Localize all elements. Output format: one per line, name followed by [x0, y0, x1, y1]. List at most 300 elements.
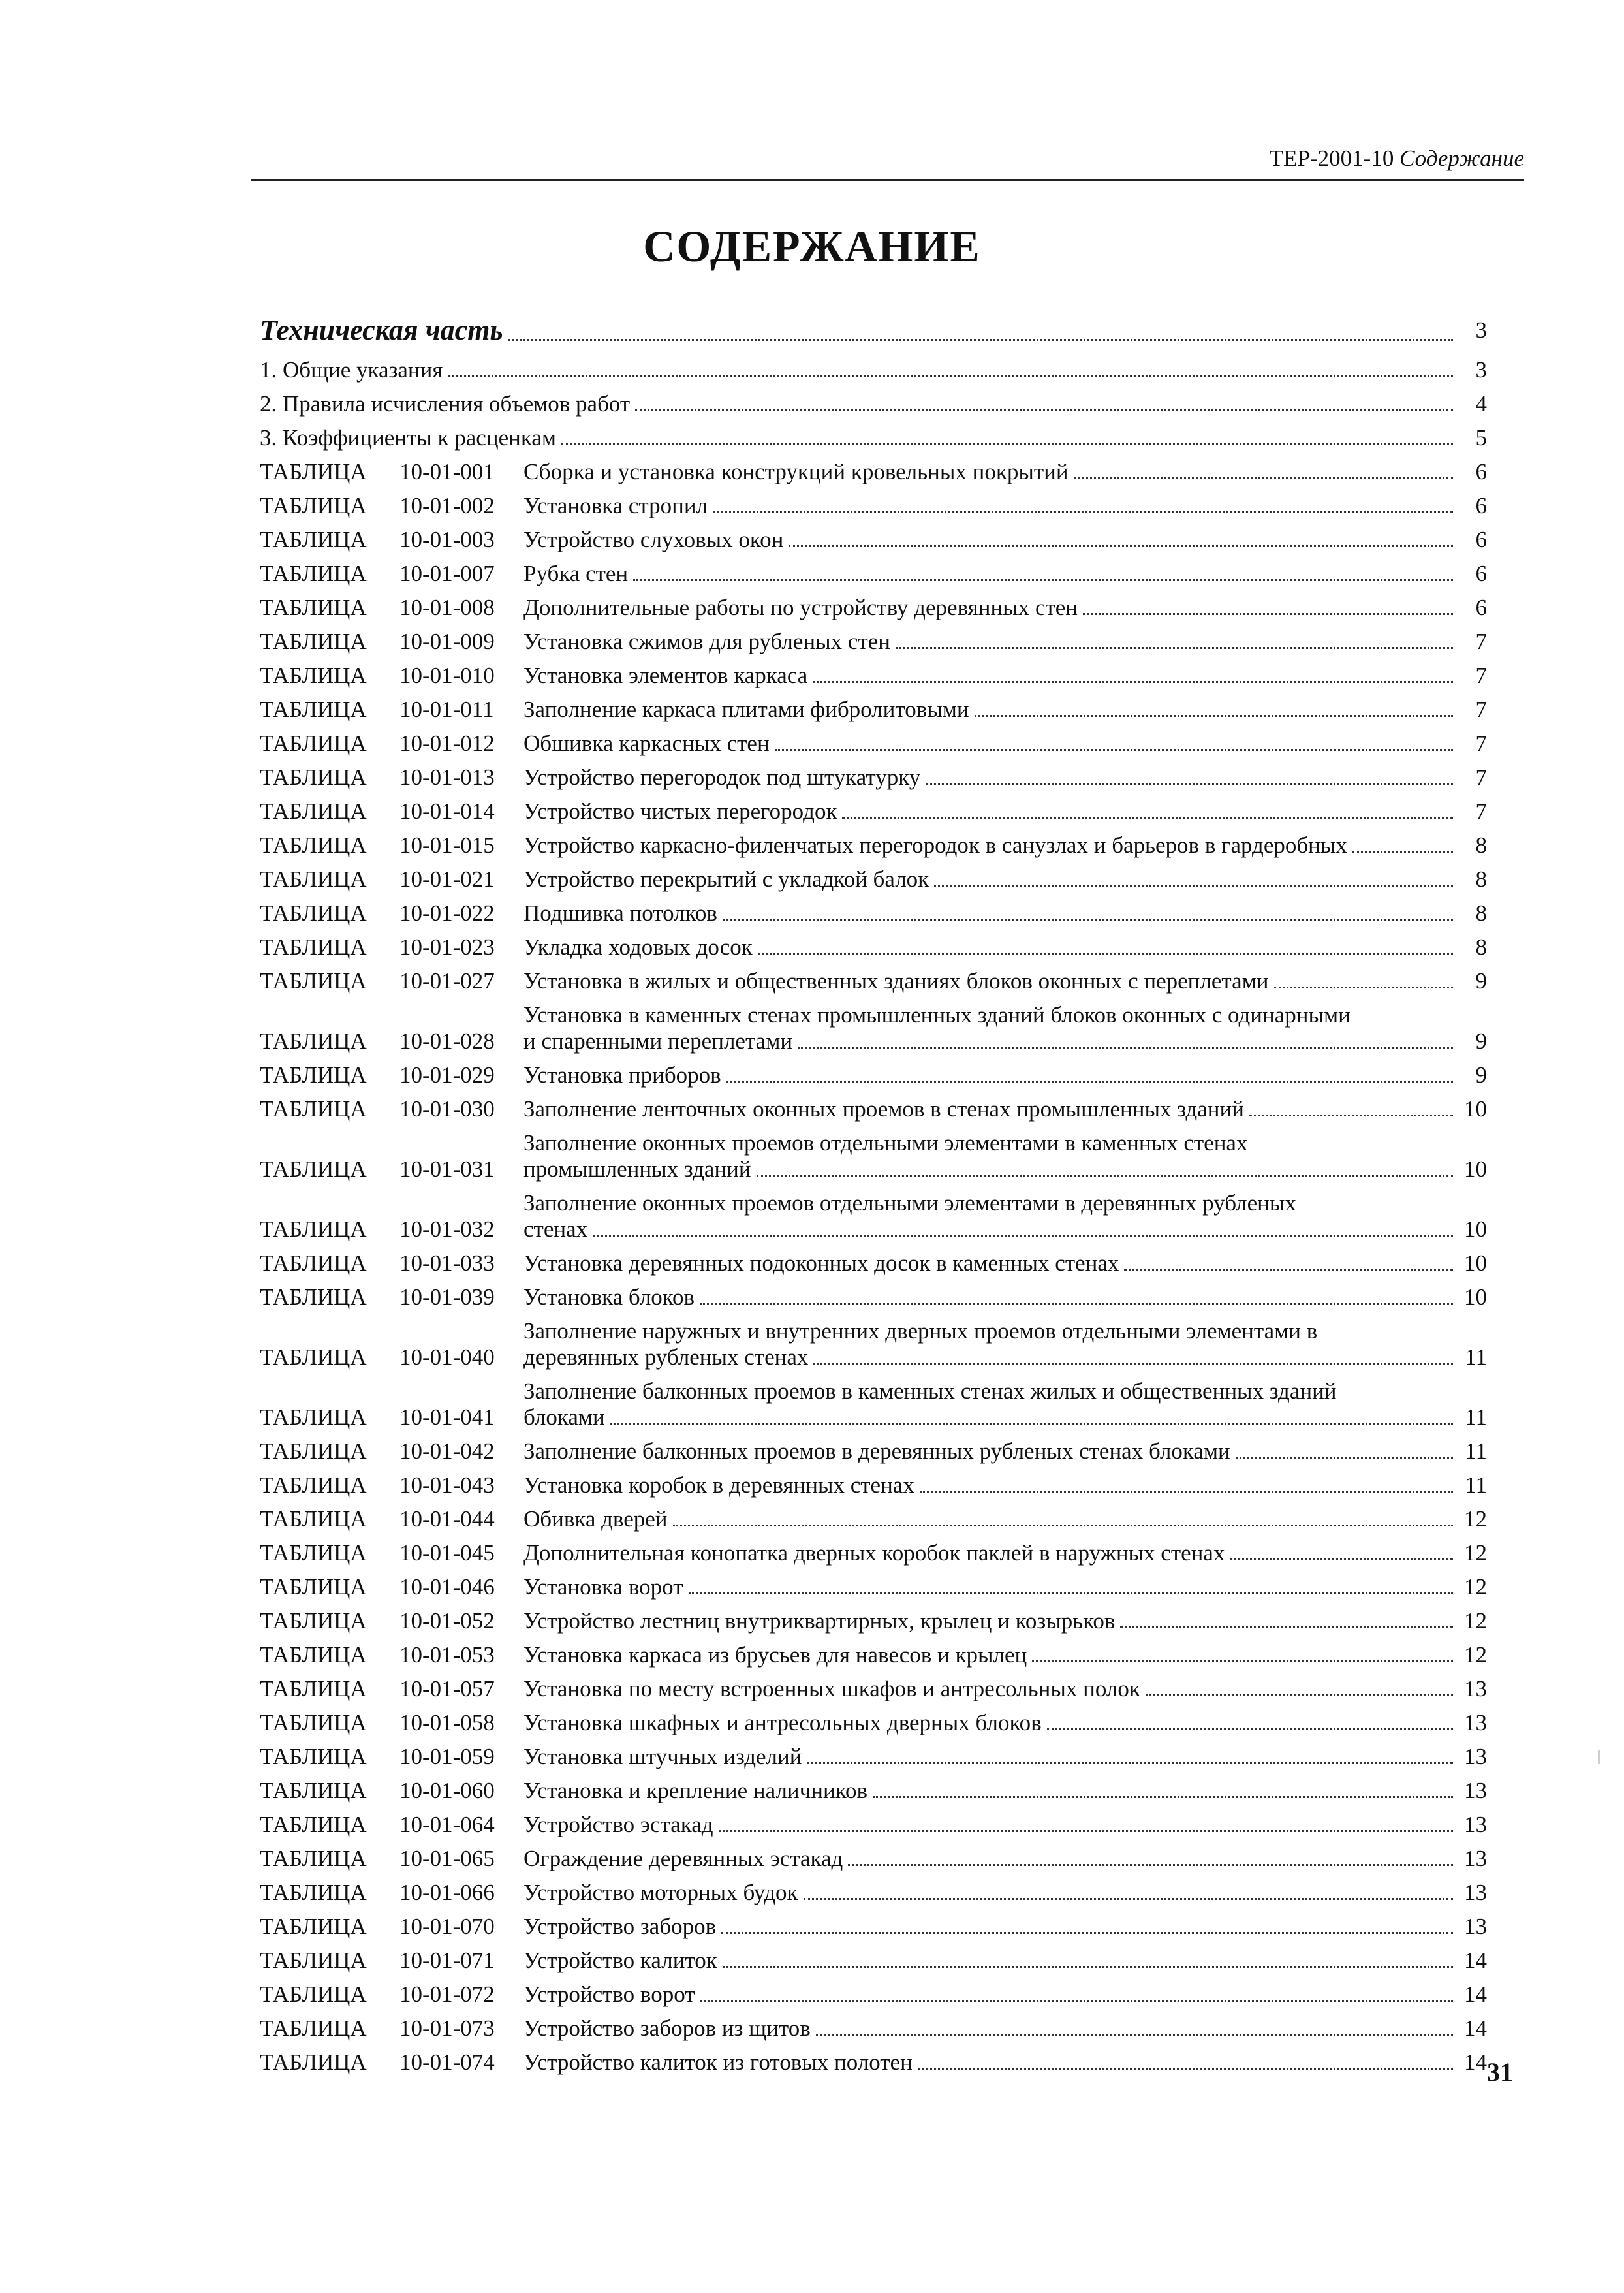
toc-entry-table[interactable]	[260, 1706, 1487, 1740]
toc-entry-table[interactable]	[260, 1672, 1487, 1706]
toc-entry-desc	[523, 1130, 1487, 1182]
toc-entry-line	[523, 1028, 1487, 1054]
toc-entry-table[interactable]	[260, 1126, 1487, 1186]
table-code: 10-01-065	[399, 1846, 495, 1871]
toc-entry-desc	[523, 561, 1487, 587]
toc-entry-line	[523, 561, 1487, 587]
toc-entry-label: Установка в жилых и общественных зданиях блоков оконных с переплетами	[523, 968, 1269, 994]
dot-leader	[926, 783, 1453, 785]
toc-entry-table[interactable]	[260, 625, 1487, 659]
toc-entry-table[interactable]	[260, 1186, 1487, 1246]
toc-entry-desc	[523, 1002, 1487, 1054]
dot-leader	[1032, 1660, 1453, 1662]
table-word: ТАБЛИЦА	[260, 934, 367, 960]
toc-entry-page: 11	[1465, 1404, 1487, 1430]
dot-leader	[610, 1423, 1453, 1425]
table-code: 10-01-032	[399, 1216, 495, 1242]
toc-entry-label: Сборка и установка конструкций кровельных покрытий	[523, 459, 1069, 484]
table-word: ТАБЛИЦА	[260, 1710, 367, 1735]
dot-leader	[775, 749, 1453, 751]
toc-entry-label: Дополнительная конопатка дверных коробок паклей в наружных стенах	[523, 1540, 1225, 1566]
dot-leader	[1249, 1115, 1453, 1116]
toc-entry-line	[260, 425, 1487, 451]
toc-entry-line	[523, 968, 1487, 994]
toc-entry-table[interactable]	[260, 2046, 1487, 2080]
table-word: ТАБЛИЦА	[260, 1344, 367, 1370]
toc-entry-line	[523, 459, 1487, 485]
dot-leader	[723, 1966, 1453, 1968]
toc-entry-label: Устройство моторных будок	[523, 1880, 798, 1905]
toc-entry-line	[523, 1438, 1487, 1464]
toc-entry-desc	[260, 391, 1487, 417]
toc-entry-table[interactable]	[260, 1842, 1487, 1876]
toc-entry-label: Установка элементов каркаса	[523, 663, 808, 688]
table-code: 10-01-030	[399, 1096, 495, 1122]
toc-entry-desc	[523, 968, 1487, 994]
toc-entry-line	[523, 2016, 1487, 2042]
toc-entry-page: 12	[1464, 1608, 1487, 1634]
toc-entry-label: Устройство слуховых окон	[523, 527, 784, 552]
toc-entry-label: Установка каркаса из брусьев для навесов и крылец	[523, 1642, 1027, 1668]
toc-entry-desc	[523, 1778, 1487, 1804]
toc-entry-table[interactable]	[260, 591, 1487, 625]
toc-entry-desc	[523, 1574, 1487, 1600]
toc-entry-table[interactable]	[260, 896, 1487, 930]
toc-entry-page: 14	[1464, 1948, 1487, 1973]
toc-entry-page: 13	[1464, 1744, 1487, 1769]
table-word: ТАБЛИЦА	[260, 1404, 367, 1430]
toc-entry-table[interactable]	[260, 1468, 1487, 1502]
table-word: ТАБЛИЦА	[260, 866, 367, 892]
table-word: ТАБЛИЦА	[260, 493, 367, 518]
toc-entry-line	[260, 357, 1487, 383]
toc-entry-line	[523, 1378, 1487, 1404]
toc-entry-label: Обивка дверей	[523, 1506, 668, 1532]
table-code: 10-01-073	[399, 2016, 495, 2041]
dot-leader	[1274, 987, 1453, 988]
table-code: 10-01-052	[399, 1608, 495, 1634]
table-word: ТАБЛИЦА	[260, 595, 367, 620]
toc-entry-label: Устройство заборов из щитов	[523, 2016, 811, 2041]
dot-leader	[920, 1491, 1453, 1493]
toc-entry-label: Установка ворот	[523, 1574, 683, 1600]
toc-entry-desc	[523, 1642, 1487, 1668]
table-code: 10-01-074	[399, 2049, 495, 2075]
dot-leader	[1120, 1626, 1453, 1628]
table-code: 10-01-011	[399, 697, 494, 722]
table-code: 10-01-071	[399, 1948, 495, 1973]
table-code: 10-01-039	[399, 1284, 495, 1310]
toc-entry-desc	[523, 1846, 1487, 1872]
table-code: 10-01-007	[399, 561, 495, 586]
page-title: СОДЕРЖАНИЕ	[643, 221, 981, 271]
table-code: 10-01-015	[399, 832, 495, 858]
toc-entry-line	[523, 1710, 1487, 1736]
toc-entry-line	[523, 1812, 1487, 1838]
table-word: ТАБЛИЦА	[260, 1062, 367, 1088]
toc-entry-table[interactable]	[260, 1944, 1487, 1978]
table-code: 10-01-009	[399, 629, 495, 654]
toc-entry-line	[523, 1130, 1487, 1156]
toc-entry-page: 11	[1465, 1344, 1487, 1370]
dot-leader	[848, 1864, 1453, 1866]
toc-entry-label: Установка стропил	[523, 493, 708, 518]
table-code: 10-01-001	[399, 459, 495, 484]
dot-leader	[723, 919, 1453, 921]
dot-leader	[1230, 1558, 1453, 1560]
toc-entry-page: 5	[1475, 425, 1487, 451]
toc-entry-page: 10	[1464, 1216, 1487, 1242]
table-code: 10-01-060	[399, 1778, 495, 1803]
toc-entry-table[interactable]	[260, 829, 1487, 862]
toc-entry-line	[523, 765, 1487, 791]
toc-entry-desc	[523, 832, 1487, 859]
toc-entry-desc	[523, 866, 1487, 893]
toc-entry-table[interactable]	[260, 693, 1487, 727]
table-word: ТАБЛИЦА	[260, 1914, 367, 1939]
toc-entry-label: Заполнение наружных и внутренних дверных проемов отдельными элементами в	[523, 1318, 1318, 1344]
toc-entry-table[interactable]	[260, 557, 1487, 591]
toc-entry-label: Устройство ворот	[523, 1982, 695, 2007]
toc-entry-table[interactable]	[260, 1502, 1487, 1536]
dot-leader	[934, 885, 1453, 887]
table-word: ТАБЛИЦА	[260, 1506, 367, 1532]
toc-entry-desc	[523, 1284, 1487, 1310]
toc-entry-page: 10	[1464, 1284, 1487, 1310]
toc-entry-page: 8	[1475, 900, 1487, 926]
toc-entry-table[interactable]	[260, 1978, 1487, 2012]
toc-entry-line	[523, 663, 1487, 689]
toc-entry-label: Установка и крепление наличников	[523, 1778, 867, 1803]
dot-leader	[721, 1932, 1453, 1934]
toc-entry-label: Устройство эстакад	[523, 1812, 713, 1837]
toc-entry-line	[523, 1948, 1487, 1974]
toc-entry-table[interactable]	[260, 1058, 1487, 1092]
toc-entry-table[interactable]	[260, 1280, 1487, 1314]
toc-entry-page: 13	[1464, 1676, 1487, 1701]
table-code: 10-01-064	[399, 1812, 495, 1837]
table-word: ТАБЛИЦА	[260, 527, 367, 552]
toc-entry-page: 8	[1475, 866, 1487, 892]
toc-entry-label: Установка шкафных и антресольных дверных блоков	[523, 1710, 1042, 1735]
table-word: ТАБЛИЦА	[260, 799, 367, 824]
toc-entry-table[interactable]	[260, 761, 1487, 795]
toc-entry-table[interactable]	[260, 862, 1487, 896]
table-word: ТАБЛИЦА	[260, 1880, 367, 1905]
toc-entry-page: 10	[1464, 1096, 1487, 1122]
toc-entry-page: 13	[1464, 1880, 1487, 1905]
table-code: 10-01-028	[399, 1028, 495, 1054]
toc-entry-label: Установка в каменных стенах промышленных зданий блоков оконных с одинарными	[523, 1002, 1351, 1028]
toc-entry-table[interactable]	[260, 1536, 1487, 1570]
toc-entry-label: блоками	[523, 1404, 605, 1430]
toc-entry-table[interactable]	[260, 964, 1487, 998]
toc-entry-label: 2. Правила исчисления объемов работ	[260, 391, 631, 417]
dot-leader	[561, 443, 1453, 445]
toc-entry-table[interactable]	[260, 659, 1487, 693]
toc-entry-desc	[523, 1062, 1487, 1088]
toc-entry-desc	[523, 2049, 1487, 2076]
toc-entry-line	[523, 1002, 1487, 1028]
toc-entry-table[interactable]	[260, 2012, 1487, 2046]
toc-entry-page: 11	[1465, 1438, 1487, 1464]
toc-entry-line	[523, 595, 1487, 621]
toc-entry-label: 3. Коэффициенты к расценкам	[260, 425, 556, 451]
table-word: ТАБЛИЦА	[260, 2016, 367, 2041]
dot-leader	[700, 2000, 1453, 2002]
table-code: 10-01-029	[399, 1062, 495, 1088]
table-code: 10-01-070	[399, 1914, 495, 1939]
dot-leader	[918, 2068, 1453, 2070]
toc-entry-label: Установка коробок в деревянных стенах	[523, 1472, 914, 1498]
toc-entry-table[interactable]	[260, 1314, 1487, 1374]
toc-entry-table[interactable]	[260, 523, 1487, 557]
toc-entry-page: 7	[1475, 765, 1487, 790]
toc-entry-line	[523, 1914, 1487, 1940]
toc-entry-table[interactable]	[260, 1774, 1487, 1808]
toc-entry-desc	[523, 900, 1487, 926]
toc-entry-line	[523, 1744, 1487, 1770]
toc-entry-label: Подшивка потолков	[523, 900, 717, 926]
dot-leader	[673, 1525, 1453, 1526]
dot-leader	[798, 1047, 1453, 1049]
toc-entry-desc	[260, 425, 1487, 451]
toc-entry-page: 13	[1464, 1914, 1487, 1939]
toc-entry-table[interactable]	[260, 1374, 1487, 1434]
toc-entry-desc	[523, 459, 1487, 485]
table-word: ТАБЛИЦА	[260, 2049, 367, 2075]
toc-entry-table[interactable]	[260, 1570, 1487, 1604]
table-word: ТАБЛИЦА	[260, 765, 367, 790]
toc-entry-label: Заполнение балконных проемов в деревянных рубленых стенах блоками	[523, 1438, 1230, 1464]
toc-entry-label: деревянных рубленых стенах	[523, 1344, 809, 1370]
toc-entry-line	[523, 493, 1487, 519]
table-code: 10-01-040	[399, 1344, 495, 1370]
toc-entry-line	[523, 697, 1487, 723]
header-code: ТЕР-2001-10	[1269, 146, 1394, 171]
toc-entry-table[interactable]	[260, 1740, 1487, 1774]
table-word: ТАБЛИЦА	[260, 663, 367, 688]
toc-entry-table[interactable]	[260, 795, 1487, 829]
toc-entry-desc	[523, 663, 1487, 689]
toc-entry-page: 9	[1475, 1062, 1487, 1088]
table-code: 10-01-066	[399, 1880, 495, 1905]
toc-entry-table[interactable]	[260, 998, 1487, 1058]
toc-entry-table[interactable]	[260, 489, 1487, 523]
toc-entry-label: Техническая часть	[260, 314, 503, 346]
toc-entry-page: 14	[1464, 1982, 1487, 2007]
toc-entry-page: 13	[1464, 1846, 1487, 1871]
toc-entry-desc	[523, 1190, 1487, 1242]
toc-entry-intro[interactable]	[260, 421, 1487, 455]
table-code: 10-01-033	[399, 1250, 495, 1276]
toc-entry-label: промышленных зданий	[523, 1156, 751, 1182]
toc-entry-label: Устройство каркасно-филенчатых перегородок в санузлах и барьеров в гардеробных	[523, 832, 1347, 858]
dot-leader	[593, 1235, 1453, 1237]
toc-entry-label: Заполнение оконных проемов отдельными элементами в деревянных рубленых	[523, 1190, 1296, 1216]
toc-entry-intro[interactable]	[260, 353, 1487, 387]
toc-entry-table[interactable]	[260, 727, 1487, 761]
toc-entry-label: Заполнение оконных проемов отдельными элементами в каменных стенах	[523, 1130, 1248, 1156]
toc-entry-desc	[523, 493, 1487, 519]
toc-entry-line	[523, 799, 1487, 825]
table-word: ТАБЛИЦА	[260, 1574, 367, 1600]
toc-entry-line	[523, 1880, 1487, 1906]
toc-entry-page: 7	[1475, 629, 1487, 654]
toc-entry-desc	[523, 1506, 1487, 1532]
toc-entry-page: 12	[1464, 1642, 1487, 1668]
toc-entry-table[interactable]	[260, 1876, 1487, 1910]
dot-leader	[757, 1175, 1453, 1177]
toc-entry-label: Устройство калиток из готовых полотен	[523, 2049, 913, 2075]
dot-leader	[896, 647, 1453, 649]
dot-leader	[1236, 1457, 1453, 1459]
toc-entry-table[interactable]	[260, 455, 1487, 489]
toc-entry-label: Устройство калиток	[523, 1948, 717, 1973]
toc-entry-line	[523, 1642, 1487, 1668]
dot-leader	[448, 375, 1453, 377]
table-word: ТАБЛИЦА	[260, 561, 367, 586]
toc-entry-page: 7	[1475, 799, 1487, 824]
table-code: 10-01-058	[399, 1710, 495, 1735]
table-word: ТАБЛИЦА	[260, 697, 367, 722]
table-word: ТАБЛИЦА	[260, 1250, 367, 1276]
toc-entry-line	[523, 1574, 1487, 1600]
toc-entry-desc	[523, 799, 1487, 825]
dot-leader	[1047, 1728, 1453, 1730]
table-code: 10-01-022	[399, 900, 495, 926]
toc-entry-page: 11	[1465, 1472, 1487, 1498]
table-code: 10-01-002	[399, 493, 495, 518]
dot-leader	[1124, 1269, 1453, 1271]
toc-entry-desc	[523, 1250, 1487, 1276]
toc-entry-label: Установка блоков	[523, 1284, 695, 1310]
toc-entry-page: 6	[1475, 493, 1487, 518]
toc-entry-page: 12	[1464, 1574, 1487, 1600]
toc-entry-label: стенах	[523, 1216, 588, 1242]
toc-entry-page: 12	[1464, 1540, 1487, 1566]
toc-entry-label: Устройство лестниц внутриквартирных, крылец и козырьков	[523, 1608, 1116, 1634]
toc-entry-tech-part[interactable]	[260, 310, 1487, 353]
table-word: ТАБЛИЦА	[260, 1540, 367, 1566]
toc-entry-line	[523, 1676, 1487, 1702]
table-word: ТАБЛИЦА	[260, 1028, 367, 1054]
toc-entry-line	[523, 1284, 1487, 1310]
toc-entry-desc	[523, 1880, 1487, 1906]
toc-entry-table[interactable]	[260, 930, 1487, 964]
toc-entry-line	[260, 391, 1487, 417]
toc-entry-label: Установка по месту встроенных шкафов и антресольных полок	[523, 1676, 1140, 1701]
dot-leader	[633, 579, 1453, 581]
toc-entry-page: 10	[1464, 1156, 1487, 1182]
table-word: ТАБЛИЦА	[260, 1846, 367, 1871]
toc-entry-table[interactable]	[260, 1910, 1487, 1944]
toc-entry-desc	[523, 765, 1487, 791]
toc-entry-table[interactable]	[260, 1434, 1487, 1468]
toc-entry-line	[523, 1062, 1487, 1088]
toc-entry-page: 14	[1464, 2016, 1487, 2041]
toc-entry-line	[523, 1778, 1487, 1804]
toc-entry-label: Установка приборов	[523, 1062, 721, 1088]
toc-entry-desc	[523, 1676, 1487, 1702]
header-section: Содержание	[1399, 146, 1524, 171]
toc-entry-line	[523, 1156, 1487, 1182]
dot-leader	[758, 953, 1453, 955]
toc-entry-label: Устройство перегородок под штукатурку	[523, 765, 921, 790]
toc-entry-label: Заполнение балконных проемов в каменных стенах жилых и общественных зданий	[523, 1378, 1337, 1404]
dot-leader	[975, 715, 1453, 717]
toc-entry-desc	[523, 1982, 1487, 2008]
toc-entry-line	[523, 900, 1487, 926]
toc-entry-label: Обшивка каркасных стен	[523, 731, 770, 756]
toc-entry-label: Дополнительные работы по устройству деревянных стен	[523, 595, 1078, 620]
dot-leader	[816, 2034, 1453, 2036]
table-code: 10-01-044	[399, 1506, 495, 1532]
toc-entry-line	[523, 2049, 1487, 2076]
toc-entry-page: 12	[1464, 1506, 1487, 1532]
toc-entry-line	[523, 1982, 1487, 2008]
toc-entry-page: 6	[1475, 595, 1487, 620]
toc-entry-desc	[523, 595, 1487, 621]
table-code: 10-01-031	[399, 1156, 495, 1182]
toc-entry-page: 9	[1475, 1028, 1487, 1054]
scan-mark	[1598, 1750, 1600, 1764]
table-code: 10-01-072	[399, 1982, 495, 2007]
toc-entry-page: 13	[1464, 1812, 1487, 1837]
table-code: 10-01-010	[399, 663, 495, 688]
dot-leader	[804, 1898, 1453, 1900]
toc-entry-desc	[523, 527, 1487, 553]
toc-entry-table[interactable]	[260, 1604, 1487, 1638]
toc-entry-line	[523, 866, 1487, 893]
page-number: 31	[1487, 2057, 1513, 2087]
table-word: ТАБЛИЦА	[260, 1812, 367, 1837]
toc-entry-label: Заполнение ленточных оконных проемов в стенах промышленных зданий	[523, 1096, 1244, 1122]
toc-entry-line	[523, 1344, 1487, 1370]
toc-entry-table[interactable]	[260, 1808, 1487, 1842]
dot-leader	[873, 1796, 1453, 1798]
toc-entry-table[interactable]	[260, 1638, 1487, 1672]
toc-entry-line	[523, 629, 1487, 655]
table-word: ТАБЛИЦА	[260, 459, 367, 484]
table-of-contents	[260, 310, 1487, 2080]
table-code: 10-01-012	[399, 731, 495, 756]
toc-entry-table[interactable]	[260, 1092, 1487, 1126]
toc-entry-label: Устройство перекрытий с укладкой балок	[523, 866, 929, 892]
toc-entry-table[interactable]	[260, 1246, 1487, 1280]
table-word: ТАБЛИЦА	[260, 1642, 367, 1668]
table-code: 10-01-003	[399, 527, 495, 552]
dot-leader	[789, 545, 1453, 547]
toc-entry-desc	[523, 1948, 1487, 1974]
toc-entry-label: и спаренными переплетами	[523, 1028, 793, 1054]
toc-entry-page: 6	[1475, 561, 1487, 586]
toc-entry-page: 8	[1475, 934, 1487, 960]
table-word: ТАБЛИЦА	[260, 900, 367, 926]
toc-entry-line	[523, 1540, 1487, 1566]
toc-entry-desc	[523, 1378, 1487, 1431]
toc-entry-page: 13	[1464, 1778, 1487, 1803]
toc-entry-page: 10	[1464, 1250, 1487, 1276]
toc-entry-desc	[523, 1438, 1487, 1464]
toc-entry-line	[523, 1216, 1487, 1242]
toc-entry-page: 7	[1475, 663, 1487, 688]
dot-leader	[713, 511, 1453, 513]
toc-entry-intro[interactable]	[260, 387, 1487, 421]
toc-entry-label: Рубка стен	[523, 561, 629, 586]
table-word: ТАБЛИЦА	[260, 1284, 367, 1310]
toc-entry-desc	[523, 1812, 1487, 1838]
